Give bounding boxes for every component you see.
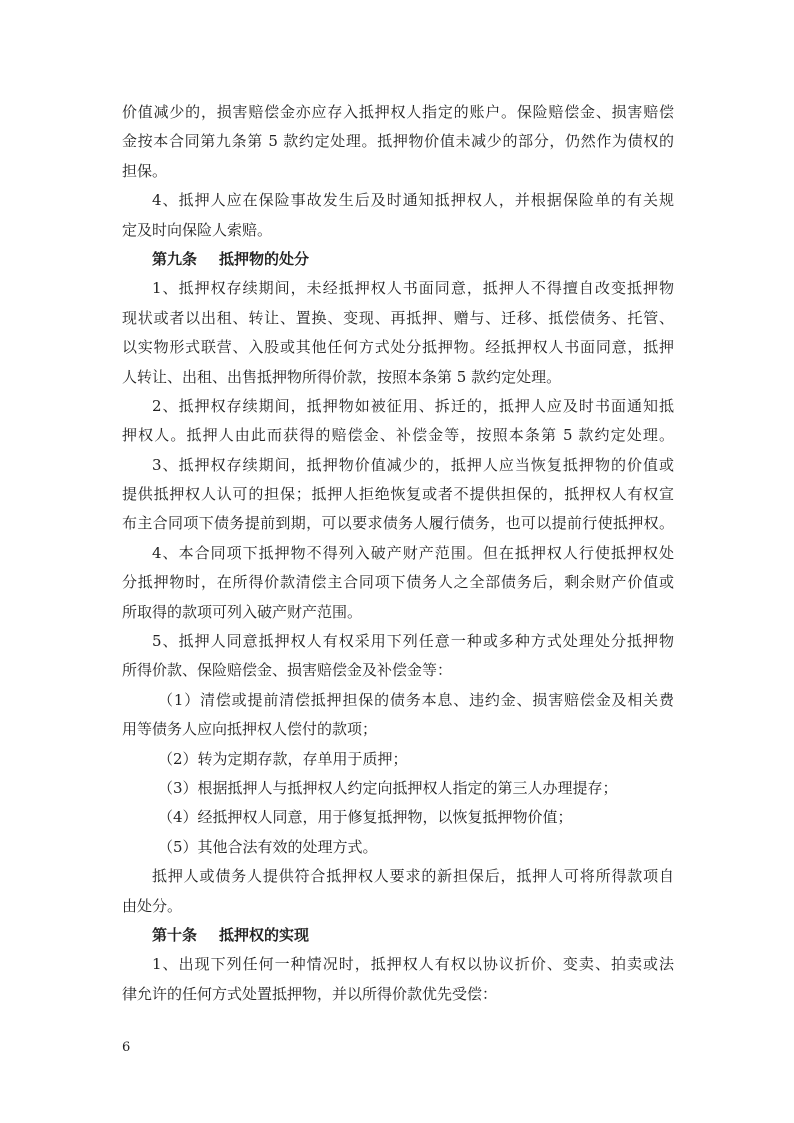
text-line: 定及时向保险人索赔。 [122,220,273,239]
article-9-heading [122,245,674,274]
text-line: 1、抵押权存续期间，未经抵押权人书面同意，抵押人不得擅自改变抵押物 [152,279,674,298]
text-line: 2、抵押权存续期间，抵押物如被征用、拆迁的，抵押人应及时书面通知抵 [152,396,674,415]
list-item: （2）转为定期存款，存单用于质押； [158,749,408,768]
text-line: 布主合同项下债务提前到期，可以要求债务人履行债务，也可以提前行使抵押权。 [122,514,674,533]
list-item: （5）其他合法有效的处理方式。 [158,837,378,856]
text-line: 金按本合同第九条第 5 款约定处理。抵押物价值未减少的部分，仍然作为债权的 [122,132,674,151]
list-item: （1）清偿或提前清偿抵押担保的债务本息、违约金、损害赔偿金及相关费 [158,690,674,709]
text-line: 律允许的任何方式处置抵押物，并以所得价款优先受偿： [122,984,498,1003]
text-line: 人转让、出租、出售抵押物所得价款，按照本条第 5 款约定处理。 [122,367,562,386]
text-line: 4、抵押人应在保险事故发生后及时通知抵押权人，并根据保险单的有关规 [152,191,674,210]
text-line: 现状或者以出租、转让、置换、变现、再抵押、赠与、迁移、抵偿债务、托管、 [122,308,674,327]
text-line: 5、抵押人同意抵押权人有权采用下列任意一种或多种方式处理处分抵押物 [152,632,674,651]
article-10-heading [122,921,674,950]
list-item: （4）经抵押权人同意，用于修复抵押物，以恢复抵押物价值； [158,808,573,827]
text-line: 3、抵押权存续期间，抵押物价值减少的，抵押人应当恢复抵押物的价值或 [152,455,674,474]
text-line: 所取得的款项可列入破产财产范围。 [122,602,363,621]
text-line: 4、本合同项下抵押物不得列入破产财产范围。但在抵押权人行使抵押权处 [152,543,674,562]
text-line: 所得价款、保险赔偿金、损害赔偿金及补偿金等： [122,661,453,680]
text-line: 由处分。 [122,896,183,915]
article-9-title: 抵押物的处分 [219,249,310,268]
text-line: 价值减少的，损害赔偿金亦应存入抵押权人指定的账户。保险赔偿金、损害赔偿 [122,103,674,121]
document-body [122,98,674,1009]
article-10-title: 抵押权的实现 [219,925,310,944]
text-line: 押权人。抵押人由此而获得的赔偿金、补偿金等，按照本条第 5 款约定处理。 [122,426,674,445]
article-9-number: 第九条 [152,249,198,268]
text-line: 以实物形式联营、入股或其他任何方式处分抵押物。经抵押权人书面同意，抵押 [122,338,674,357]
text-line: 分抵押物时，在所得价款清偿主合同项下债务人之全部债务后，剩余财产价值或 [122,573,674,592]
text-line: 用等债务人应向抵押权人偿付的款项； [122,720,378,739]
text-line: 抵押人或债务人提供符合抵押权人要求的新担保后，抵押人可将所得款项自 [152,867,674,886]
article-10-number: 第十条 [152,925,198,944]
text-line: 担保。 [122,161,168,180]
page-number: 6 [122,1040,131,1055]
text-line: 1、出现下列任何一种情况时，抵押权人有权以协议折价、变卖、拍卖或法 [152,955,674,974]
text-line: 提供抵押权人认可的担保；抵押人拒绝恢复或者不提供担保的，抵押权人有权宣 [122,485,674,504]
list-item: （3）根据抵押人与抵押权人约定向抵押权人指定的第三人办理提存； [158,778,618,797]
